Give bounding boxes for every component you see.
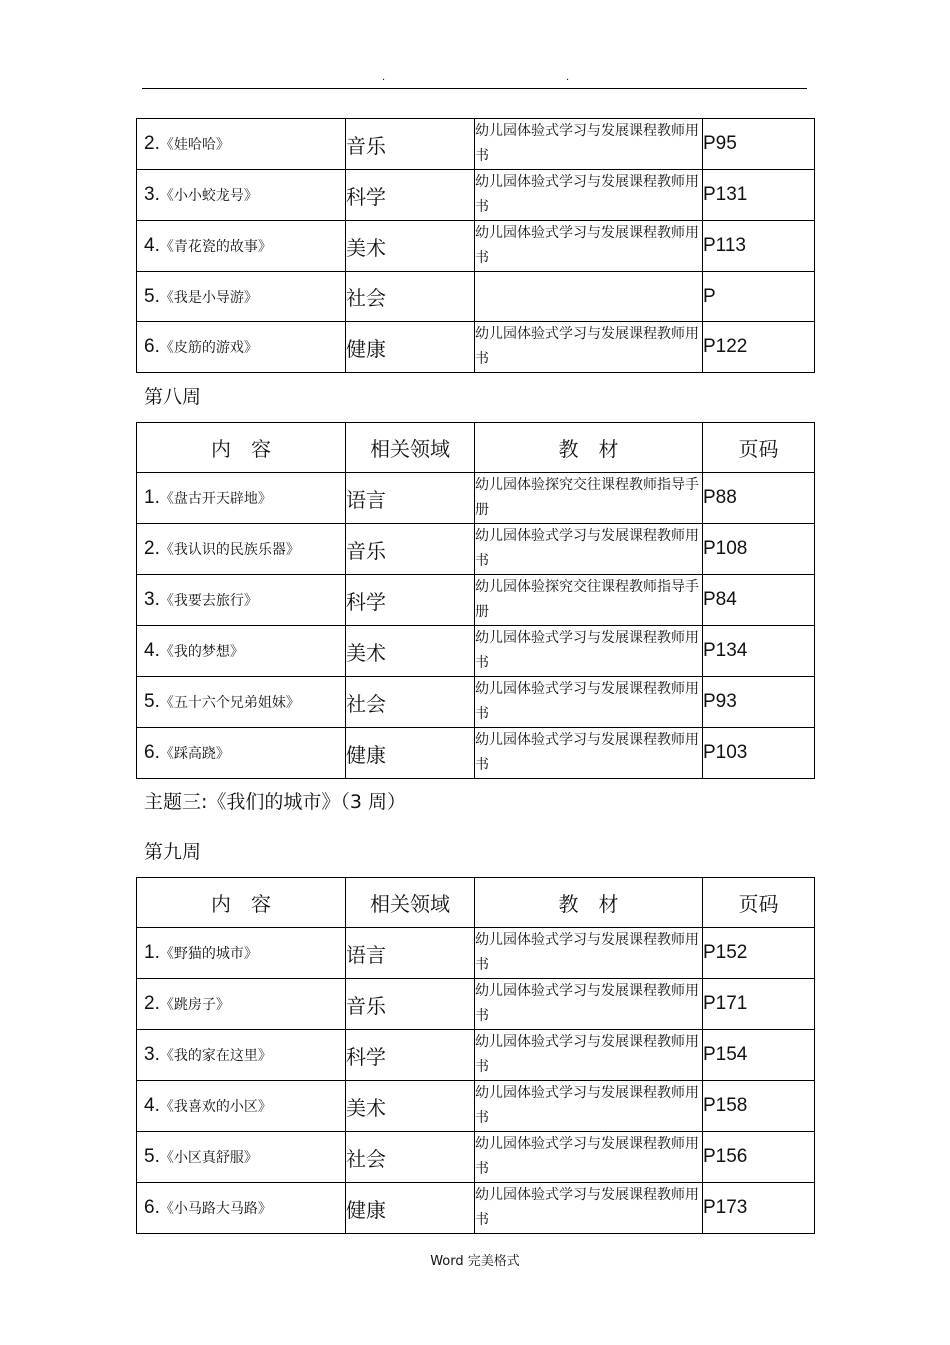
domain-cell: 美术 <box>346 1081 475 1132</box>
lesson-title: 《我的梦想》 <box>159 644 244 660</box>
theme3-heading: 主题三:《我们的城市》（3 周） <box>144 791 407 813</box>
week8-heading: 第八周 <box>144 386 202 408</box>
page-cell: P103 <box>703 728 815 779</box>
table-row <box>137 272 815 322</box>
lesson-cell <box>137 221 346 272</box>
table-row <box>137 575 815 626</box>
page-cell: P113 <box>703 221 815 272</box>
lesson-cell <box>137 1132 346 1183</box>
domain-cell: 健康 <box>346 1183 475 1234</box>
domain-cell: 科学 <box>346 170 475 221</box>
header-content: 内 容 <box>137 878 346 928</box>
table-row <box>137 626 815 677</box>
table-row <box>137 979 815 1030</box>
lesson-title: 《我是小导游》 <box>159 289 258 306</box>
week9-table <box>136 877 815 1234</box>
page-cell: P95 <box>703 119 815 170</box>
lesson-cell <box>137 928 346 979</box>
domain-cell: 语言 <box>346 473 475 524</box>
lesson-cell <box>137 170 346 221</box>
textbook-cell: 幼儿园体验式学习与发展课程教师用书 <box>475 322 703 373</box>
page-cell: P173 <box>703 1183 815 1234</box>
textbook-cell: 幼儿园体验式学习与发展课程教师用书 <box>475 1030 703 1081</box>
textbook-cell: 幼儿园体验式学习与发展课程教师用书 <box>475 1132 703 1183</box>
lesson-number: 2. <box>144 538 160 559</box>
lesson-title: 《跳房子》 <box>159 997 230 1013</box>
lesson-cell <box>137 728 346 779</box>
lesson-number: 6. <box>144 1197 160 1218</box>
domain-cell: 音乐 <box>346 979 475 1030</box>
table-row <box>137 1030 815 1081</box>
lesson-title: 《踩高跷》 <box>159 746 230 762</box>
header-rule <box>142 88 807 89</box>
textbook-cell: 幼儿园体验式学习与发展课程教师用书 <box>475 928 703 979</box>
domain-cell: 音乐 <box>346 524 475 575</box>
lesson-cell <box>137 119 346 170</box>
lesson-cell <box>137 473 346 524</box>
page-cell: P <box>703 272 815 322</box>
page-cell: P84 <box>703 575 815 626</box>
textbook-cell: 幼儿园体验式学习与发展课程教师用书 <box>475 170 703 221</box>
week9-heading: 第九周 <box>144 841 202 863</box>
table-row <box>137 170 815 221</box>
textbook-cell: 幼儿园体验式学习与发展课程教师用书 <box>475 1183 703 1234</box>
lesson-title: 《五十六个兄弟姐妹》 <box>159 695 300 711</box>
lesson-title: 《娃哈哈》 <box>159 137 230 153</box>
lesson-title: 《小小蛟龙号》 <box>159 188 258 204</box>
page-cell: P88 <box>703 473 815 524</box>
lesson-number: 6. <box>144 742 160 763</box>
table-row <box>137 1081 815 1132</box>
schedule-table-continued <box>136 118 815 373</box>
table-row <box>137 221 815 272</box>
page-cell: P152 <box>703 928 815 979</box>
lesson-cell <box>137 677 346 728</box>
table-row <box>137 473 815 524</box>
lesson-title: 《小区真舒服》 <box>159 1150 258 1166</box>
page-cell: P134 <box>703 626 815 677</box>
lesson-number: 2. <box>144 133 160 154</box>
lesson-number: 5. <box>144 691 160 712</box>
domain-cell: 美术 <box>346 626 475 677</box>
page-footer: Word 完美格式 <box>430 1254 520 1269</box>
header-book: 教 材 <box>475 423 703 473</box>
lesson-number: 4. <box>144 1095 160 1116</box>
lesson-number: 3. <box>144 1044 160 1065</box>
lesson-cell <box>137 524 346 575</box>
lesson-title: 《我的家在这里》 <box>159 1048 272 1064</box>
textbook-cell: 幼儿园体验式学习与发展课程教师用书 <box>475 677 703 728</box>
header-domain: 相关领域 <box>346 878 475 928</box>
header-dot: . <box>566 72 570 83</box>
lesson-cell <box>137 272 346 322</box>
lesson-number: 4. <box>144 640 160 661</box>
textbook-cell: 幼儿园体验式学习与发展课程教师用书 <box>475 524 703 575</box>
page-cell: P93 <box>703 677 815 728</box>
table-row <box>137 928 815 979</box>
lesson-number: 1. <box>144 942 160 963</box>
lesson-number: 3. <box>144 589 160 610</box>
lesson-cell <box>137 1081 346 1132</box>
domain-cell: 社会 <box>346 1132 475 1183</box>
lesson-number: 5. <box>144 285 160 307</box>
header-page: 页码 <box>703 423 815 473</box>
domain-cell: 社会 <box>346 677 475 728</box>
lesson-number: 3. <box>144 184 160 205</box>
page-cell: P108 <box>703 524 815 575</box>
table-header-row <box>137 878 815 928</box>
lesson-number: 1. <box>144 487 160 508</box>
table-row <box>137 322 815 373</box>
page-cell: P131 <box>703 170 815 221</box>
domain-cell: 科学 <box>346 1030 475 1081</box>
domain-cell: 社会 <box>346 272 475 322</box>
header-page: 页码 <box>703 878 815 928</box>
lesson-title: 《青花瓷的故事》 <box>159 239 272 255</box>
week8-table <box>136 422 815 779</box>
table-row <box>137 677 815 728</box>
header-book: 教 材 <box>475 878 703 928</box>
textbook-cell <box>475 272 703 322</box>
domain-cell: 语言 <box>346 928 475 979</box>
textbook-cell: 幼儿园体验探究交往课程教师指导手册 <box>475 473 703 524</box>
lesson-title: 《我要去旅行》 <box>159 593 258 609</box>
header-domain: 相关领域 <box>346 423 475 473</box>
lesson-cell <box>137 1030 346 1081</box>
page-cell: P156 <box>703 1132 815 1183</box>
textbook-cell: 幼儿园体验式学习与发展课程教师用书 <box>475 119 703 170</box>
lesson-cell <box>137 1183 346 1234</box>
table-row <box>137 524 815 575</box>
textbook-cell: 幼儿园体验式学习与发展课程教师用书 <box>475 1081 703 1132</box>
lesson-cell <box>137 575 346 626</box>
page-cell: P171 <box>703 979 815 1030</box>
table-row <box>137 728 815 779</box>
page-cell: P154 <box>703 1030 815 1081</box>
header-dot: . <box>382 72 386 83</box>
lesson-title: 《皮筋的游戏》 <box>159 340 258 356</box>
textbook-cell: 幼儿园体验式学习与发展课程教师用书 <box>475 979 703 1030</box>
domain-cell: 科学 <box>346 575 475 626</box>
domain-cell: 音乐 <box>346 119 475 170</box>
lesson-title: 《盘古开天辟地》 <box>159 491 272 507</box>
domain-cell: 健康 <box>346 728 475 779</box>
lesson-title: 《我喜欢的小区》 <box>159 1099 272 1115</box>
lesson-number: 6. <box>144 336 160 357</box>
lesson-number: 4. <box>144 235 160 256</box>
textbook-cell: 幼儿园体验式学习与发展课程教师用书 <box>475 626 703 677</box>
table-row <box>137 1132 815 1183</box>
lesson-cell <box>137 322 346 373</box>
lesson-number: 5. <box>144 1146 160 1167</box>
textbook-cell: 幼儿园体验式学习与发展课程教师用书 <box>475 221 703 272</box>
textbook-cell: 幼儿园体验探究交往课程教师指导手册 <box>475 575 703 626</box>
table-header-row <box>137 423 815 473</box>
lesson-title: 《小马路大马路》 <box>159 1201 272 1217</box>
page-cell: P158 <box>703 1081 815 1132</box>
table-row <box>137 1183 815 1234</box>
page-header-dots <box>0 72 950 84</box>
lesson-cell <box>137 626 346 677</box>
table-row <box>137 119 815 170</box>
domain-cell: 健康 <box>346 322 475 373</box>
lesson-title: 《我认识的民族乐器》 <box>159 542 300 558</box>
lesson-title: 《野猫的城市》 <box>159 946 258 962</box>
page-cell: P122 <box>703 322 815 373</box>
textbook-cell: 幼儿园体验式学习与发展课程教师用书 <box>475 728 703 779</box>
domain-cell: 美术 <box>346 221 475 272</box>
lesson-number: 2. <box>144 993 160 1014</box>
lesson-cell <box>137 979 346 1030</box>
header-content: 内 容 <box>137 423 346 473</box>
